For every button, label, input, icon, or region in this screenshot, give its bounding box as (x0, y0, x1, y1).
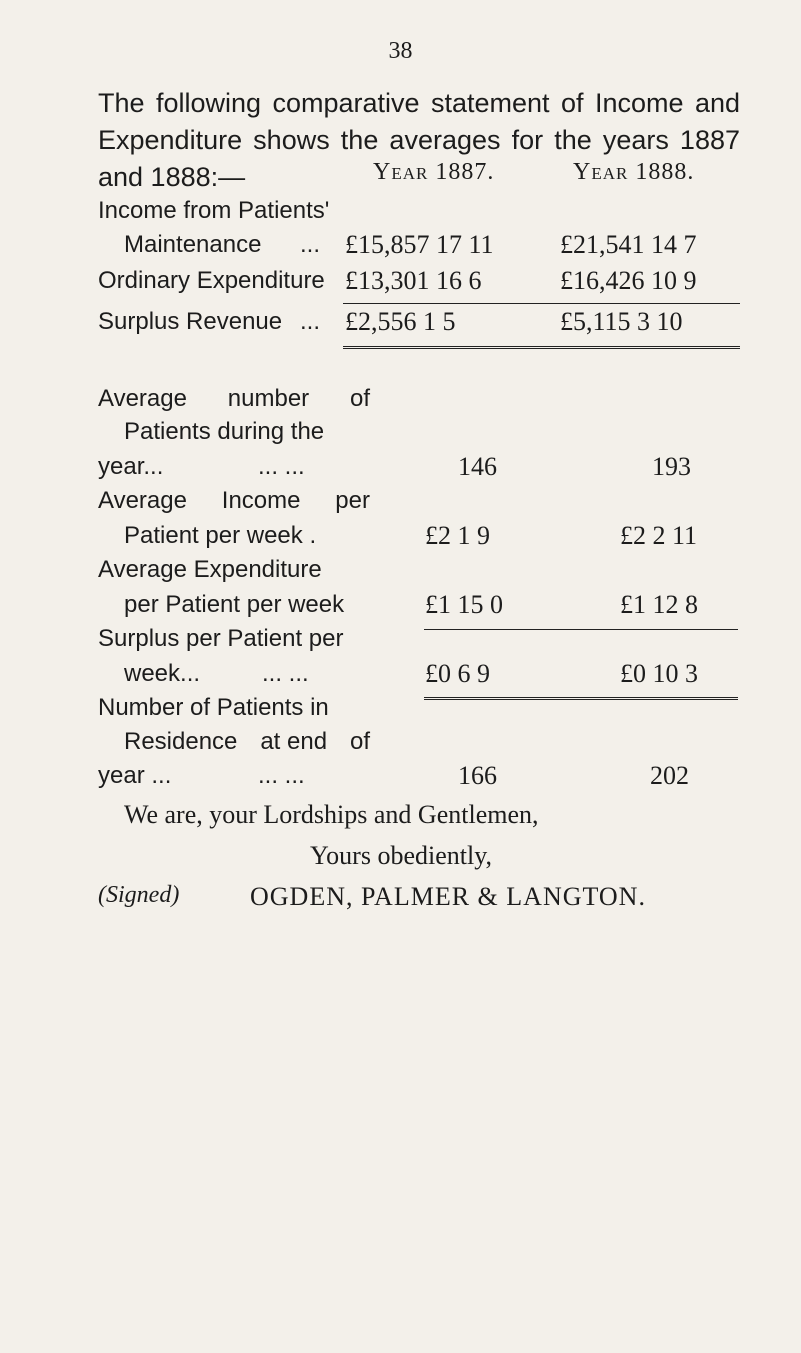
leader-dots: ... (300, 308, 321, 335)
header-year-1888: Year 1888. (573, 159, 695, 185)
word: of (349, 728, 370, 755)
expenditure-1887: £13,301 16 6 (345, 266, 482, 295)
rule-sum (424, 629, 738, 630)
income-1888: £21,541 14 7 (560, 230, 697, 259)
avg-income-1887: £2 1 9 (425, 521, 490, 550)
label-avg-patients-line2: Patients during the (124, 418, 325, 445)
avg-exp-1887: £1 15 0 (425, 590, 503, 619)
word: Average (98, 487, 187, 514)
word: Residence (124, 728, 238, 755)
word: of (349, 385, 370, 412)
surplus-1887: £2,556 1 5 (345, 307, 456, 336)
avg-patients-1887: 146 (458, 452, 497, 481)
word: per (335, 487, 370, 514)
leader-dots: ... (300, 231, 321, 258)
residence-1888: 202 (650, 761, 689, 790)
avg-income-1888: £2 2 11 (620, 521, 698, 550)
label-surplus: Surplus Revenue (98, 308, 283, 335)
surplus-1888: £5,115 3 10 (560, 307, 683, 336)
label-surplus-per-patient-line1: Surplus per Patient per (98, 625, 344, 652)
avg-patients-1888: 193 (652, 452, 691, 481)
word: Average (98, 385, 187, 412)
header-year-1887: Year 1887. (373, 159, 495, 185)
label-income-line2: Maintenance (124, 231, 262, 258)
word: Income (221, 487, 301, 514)
label-residence-line1: Number of Patients in (98, 694, 329, 721)
signed-note: (Signed) (98, 882, 180, 908)
surplus-per-patient-1887: £0 6 9 (425, 659, 490, 688)
leader-dots: ... ... (258, 762, 305, 789)
label-avg-patients-line3: year... (98, 453, 164, 480)
label-income-line1: Income from Patients' (98, 197, 330, 224)
label-residence-line3: year ... (98, 762, 172, 789)
residence-1887: 166 (458, 761, 497, 790)
leader-dots: ... ... (262, 660, 309, 687)
rule-total (424, 697, 738, 702)
avg-exp-1888: £1 12 8 (620, 590, 698, 619)
income-1887: £15,857 17 11 (345, 230, 494, 259)
rule-total (343, 346, 740, 351)
label-expenditure: Ordinary Expenditure (98, 267, 325, 294)
expenditure-1888: £16,426 10 9 (560, 266, 697, 295)
label-avg-income-line2: Patient per week . (124, 522, 317, 549)
label-avg-exp-line2: per Patient per week (124, 591, 345, 618)
label-surplus-per-patient-line2: week... (124, 660, 201, 687)
closing-salutation: We are, your Lordships and Gentlemen, (124, 800, 539, 829)
page-number: 38 (388, 38, 413, 64)
label-residence-line2 (124, 726, 370, 758)
leader-dots: ... ... (258, 453, 305, 480)
word: at end (260, 728, 328, 755)
intro-paragraph: The following comparative statement of Income and Expenditure shows the averages for the years 1887 and 1888:— (98, 88, 740, 192)
label-avg-income-line1 (98, 485, 370, 517)
surplus-per-patient-1888: £0 10 3 (620, 659, 698, 688)
label-avg-exp-line1: Average Expenditure (98, 556, 322, 583)
signatories: OGDEN, PALMER & LANGTON. (250, 882, 646, 911)
label-avg-patients-line1 (98, 383, 370, 415)
rule-sum (343, 303, 740, 304)
word: number (227, 385, 310, 412)
closing-yours: Yours obediently, (310, 841, 493, 870)
